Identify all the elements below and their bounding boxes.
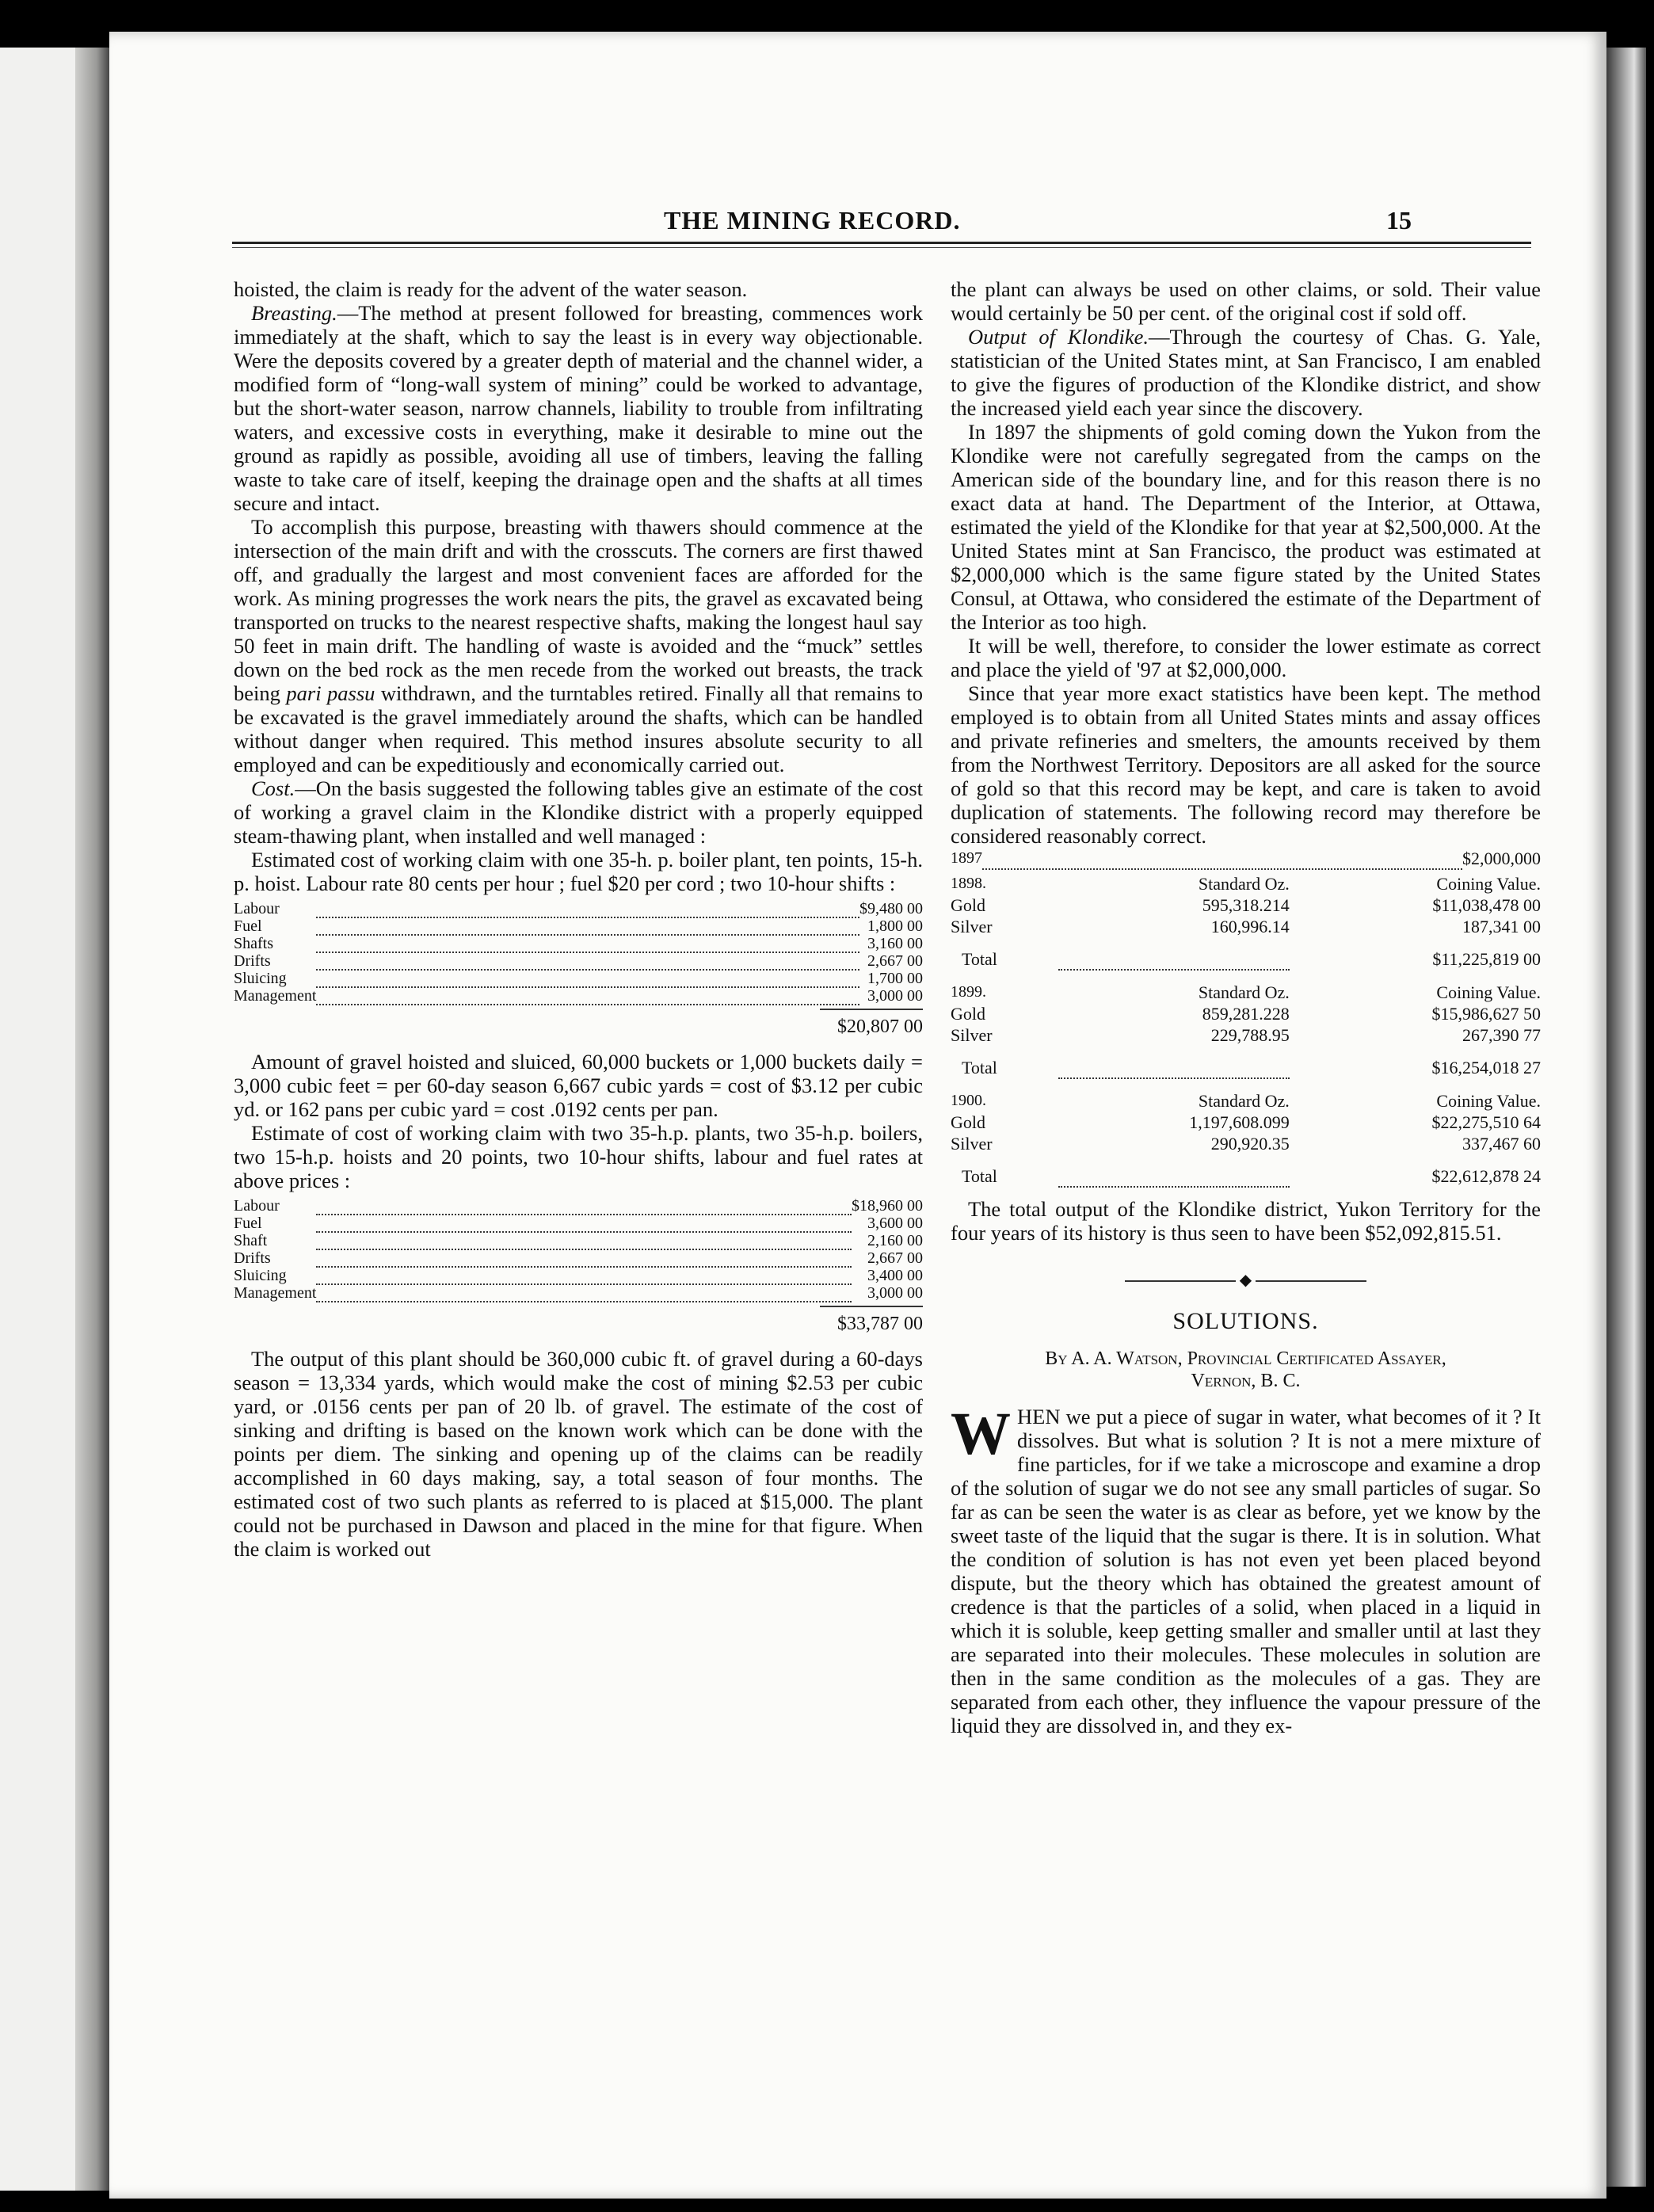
standard-oz: 595,318.214: [1202, 895, 1290, 915]
table-row: [951, 916, 1541, 937]
page-stack-edge: [1606, 48, 1646, 2187]
total-value: $16,254,018 27: [1431, 1058, 1541, 1077]
year-label: 1898.: [951, 875, 986, 892]
cost-item-label: Sluicing: [234, 1267, 287, 1284]
paragraph-text: —The method at present followed for breasting, commences work immediately at the shaft, which to say the least is in every way objectionable. Were the deposits covered by a greater depth of material and the channel wider, a modified form of “long-wall system of mining” could be worked to advantage, but the short-water season, narrow channels, liability to trouble from infiltrating waters, and excessive costs in everything, make it desirable to mine out the ground as rapidly as possible, avoiding all use of timbers, leaving the falling waste to take care of itself, keeping the drainage open and the shafts at all times secure and intact.: [234, 301, 923, 515]
cost-item-amount: 1,800 00: [867, 917, 923, 935]
cost-item-label: Sluicing: [234, 970, 287, 987]
column-header-oz: Standard Oz.: [1198, 982, 1290, 1002]
paragraph: [234, 515, 923, 776]
subhead-breasting: Breasting.: [251, 301, 337, 325]
coining-value: $2,000,000: [1462, 849, 1541, 868]
paragraph: hoisted, the claim is ready for the advent of the water season.: [234, 277, 748, 301]
column-header-value: Coining Value.: [1436, 1090, 1541, 1111]
subhead-output: Output of Klondike.: [968, 325, 1149, 349]
year-label: 1897: [951, 849, 982, 867]
table-header-row: [951, 970, 1541, 1003]
column-header-value: Coining Value.: [1436, 874, 1541, 894]
article-title: SOLUTIONS.: [1172, 1308, 1319, 1334]
column-header-oz: Standard Oz.: [1198, 1091, 1290, 1111]
facing-page-edge: [0, 48, 75, 2191]
total-label: Total: [962, 949, 997, 969]
total-value: $22,612,878 24: [1431, 1166, 1541, 1186]
table-row: [951, 1133, 1541, 1154]
metal-label: Gold: [951, 895, 985, 915]
table-header-row: [951, 1078, 1541, 1112]
year-label: 1900.: [951, 1091, 986, 1109]
table-row: [234, 1267, 923, 1284]
coining-value: 187,341 00: [1462, 917, 1541, 936]
cost-table-two: [234, 1197, 923, 1302]
table-total-row: [951, 1154, 1541, 1187]
sum-rule: [820, 1009, 923, 1010]
metal-label: Gold: [951, 1112, 985, 1132]
cost-item-amount: 2,160 00: [867, 1232, 923, 1249]
table-row: [234, 1284, 923, 1302]
metal-label: Gold: [951, 1004, 985, 1024]
paragraph: The output of this plant should be 360,000 cubic ft. of gravel during a 60-days season = 13,334 yards, which would make the cost of mining $2.53 per cubic yard, or .0156 cents per pan of 20 lb. of gravel. The estimate of the cost of sinking and drifting is based on the known work which can be done with the points per diem. The sinking and opening up of the claims can be readily accomplished in 60 days making, say, a total season of four months. The estimated cost of two such plants as referred to is placed at $15,000. The plant could not be purchased in Dawson and placed in the mine for that figure. When the claim is worked out: [234, 1347, 923, 1561]
table-row: [951, 1112, 1541, 1133]
header-rule: [232, 242, 1531, 244]
standard-oz: 160,996.14: [1210, 917, 1290, 936]
cost-item-amount: 2,667 00: [867, 1249, 923, 1267]
table-row: [234, 935, 923, 952]
coining-value: $22,275,510 64: [1431, 1112, 1541, 1132]
metal-label: Silver: [951, 917, 993, 936]
standard-oz: 290,920.35: [1210, 1134, 1290, 1154]
left-column: [234, 277, 923, 1561]
cost-item-label: Labour: [234, 900, 280, 917]
paragraph: In 1897 the shipments of gold coming down the Yukon from the Klondike were not carefully segregated from the camps on the American side of the boundary line, and for this reason there is no exact data at hand. The Department of the Interior, at Ottawa, estimated the yield of the Klondike for that year at $2,500,000. At the United States mint at San Francisco, the product was estimated at $2,000,000 which is the same figure stated by the United States Consul, at Ottawa, who considered the estimate of the Department of the Interior as too high.: [951, 420, 1541, 634]
paragraph-solutions: [951, 1401, 1541, 1737]
table-row: [951, 1003, 1541, 1024]
standard-oz: 1,197,608.099: [1189, 1112, 1290, 1132]
column-header-value: Coining Value.: [1436, 982, 1541, 1002]
paragraph: Since that year more exact statistics have been kept. The method employed is to obtain from all United States mints and assay offices and private refineries and smelters, the amounts received by them from the Northwest Territory. Depositors are all asked for the source of gold so that this record may be kept, and care is taken to avoid duplication of statements. The following record may therefore be considered reasonably correct.: [951, 681, 1541, 848]
output-statistics-table: [951, 848, 1541, 1188]
table-row: [951, 848, 1541, 869]
table-row: [234, 917, 923, 935]
table-row: [234, 1197, 923, 1215]
cost-item-label: Drifts: [234, 1249, 271, 1267]
sum-rule: [820, 1306, 923, 1307]
paragraph-text: —On the basis suggested the following tables give an estimate of the cost of working a gravel claim in the Klondike district with a properly equipped steam-thawing plant, when installed and well managed :: [234, 776, 923, 848]
paragraph: It will be well, therefore, to consider the lower estimate as correct and place the yield of '97 at $2,000,000.: [951, 634, 1541, 681]
table-row: [234, 900, 923, 917]
cost-item-label: Management: [234, 987, 317, 1005]
cost-item-amount: 3,400 00: [867, 1267, 923, 1284]
cost-item-amount: $18,960 00: [852, 1197, 923, 1215]
header-rule-thin: [232, 247, 1531, 248]
cost-item-amount: 2,667 00: [867, 952, 923, 970]
table-total-row: [951, 1046, 1541, 1078]
cost-item-label: Drifts: [234, 952, 271, 970]
cost-table-one-total: $20,807 00: [837, 1016, 923, 1037]
table-total-row: [951, 937, 1541, 970]
column-header-oz: Standard Oz.: [1198, 874, 1290, 894]
coining-value: 267,390 77: [1462, 1025, 1541, 1045]
table-header-row: [951, 873, 1541, 894]
byline-place: Vernon, B. C.: [1191, 1371, 1301, 1391]
cost-item-amount: 3,000 00: [867, 1284, 923, 1302]
table-row: [234, 1249, 923, 1267]
total-label: Total: [962, 1058, 997, 1077]
cost-item-label: Shaft: [234, 1232, 268, 1249]
cost-item-label: Shafts: [234, 935, 273, 952]
journal-title: THE MINING RECORD.: [664, 206, 961, 235]
cost-table-two-total: $33,787 00: [837, 1314, 923, 1334]
paragraph: Estimated cost of working claim with one 35-h. p. boiler plant, ten points, 15-h. p. hoist. Labour rate 80 cents per hour ; fuel $20 per cord ; two 10-hour shifts :: [234, 848, 923, 895]
right-column: [951, 277, 1541, 1737]
coining-value: 337,467 60: [1462, 1134, 1541, 1154]
table-row: [951, 1024, 1541, 1046]
table-row: [234, 987, 923, 1005]
table-row: [234, 1232, 923, 1249]
paragraph-cost: [234, 776, 923, 848]
page-number: 15: [1386, 206, 1412, 235]
table-row: [234, 1215, 923, 1232]
paragraph-text: To accomplish this purpose, breasting with thawers should commence at the intersection of the main drift and with the crosscuts. The corners are first thawed off, and gradually the largest and most convenient faces are afforded for the work. As mining progresses the work nears the pits, the gravel as excavated being transported on trucks to the nearest respective shafts, making the longest haul say 50 feet in main drift. The handling of waste is avoided and the “muck” settles down on the bed rock as the men recede from the worked out breasts, the track being: [234, 515, 923, 705]
paragraph-breasting: [234, 301, 923, 515]
paragraph-text: withdrawn, and the turntables retired. Finally all that remains to be excavated is the gravel immediately around the shafts, which can be handled without danger when required. This method insures absolute security to all employed and can be expeditiously and economically carried out.: [234, 681, 924, 776]
cost-item-label: Fuel: [234, 917, 262, 935]
byline-author: By A. A. Watson, Provincial Certificated Assayer,: [1045, 1348, 1446, 1369]
paragraph: The total output of the Klondike district, Yukon Territory for the four years of its history is thus seen to have been $52,092,815.51.: [951, 1197, 1541, 1245]
page-gutter: [75, 48, 111, 2191]
section-divider: ◆: [951, 1268, 1541, 1292]
paragraph-text: HEN we put a piece of sugar in water, what becomes of it ? It dissolves. But what is solution ? It is not a mere mixture of fine particles, for if we take a microscope and examine a drop of the solution of sugar we do not see any small particles of sugar. So far as can be seen the water is as clear as before, yet we know by the sweet taste of the liquid that the sugar is there. It is in solution. What the condition of solution is has not even yet been placed beyond dispute, but the theory which has obtained the greatest amount of credence is that the particles of a solid, when placed in a liquid in which it is soluble, keep getting smaller and smaller until at last they are separated into their molecules. These molecules in solution are then in the same condition as the molecules of a gas. They are separated from each other, they influence the vapour pressure of the liquid they are dissolved in, and they ex-: [951, 1405, 1541, 1737]
year-label: 1899.: [951, 982, 986, 1001]
latin-phrase: pari passu: [286, 681, 375, 705]
cost-item-amount: 3,000 00: [867, 987, 923, 1005]
cost-table-one: [234, 900, 923, 1005]
drop-cap: W: [951, 1401, 1011, 1467]
paragraph: Estimate of cost of working claim with two 35-h.p. plants, two 35-h.p. boilers, two 15-h.p. hoists and 20 points, two 10-hour shifts, labour and fuel rates at above prices :: [234, 1121, 923, 1192]
paragraph-text: —Through the courtesy of Chas. G. Yale, statistician of the United States mint, at San Francisco, I am enabled to give the figures of production of the Klondike district, and show the increased yield each year since the discovery.: [951, 325, 1541, 420]
coining-value: $11,038,478 00: [1432, 895, 1541, 915]
total-label: Total: [962, 1166, 997, 1186]
cost-item-amount: $9,480 00: [859, 900, 923, 917]
metal-label: Silver: [951, 1134, 993, 1154]
cost-item-amount: 3,160 00: [867, 935, 923, 952]
page: [109, 32, 1606, 2199]
table-row: [234, 970, 923, 987]
metal-label: Silver: [951, 1025, 993, 1045]
table-row: [234, 952, 923, 970]
total-value: $11,225,819 00: [1432, 949, 1541, 969]
coining-value: $15,986,627 50: [1431, 1004, 1541, 1024]
cost-item-amount: 3,600 00: [867, 1215, 923, 1232]
paragraph: Amount of gravel hoisted and sluiced, 60,000 buckets or 1,000 buckets daily = 3,000 cubic feet = per 60-day season 6,667 cubic yards = cost of $3.12 per cubic yd. or 162 pans per cubic yard = cost .0192 cents per pan.: [234, 1050, 923, 1121]
cost-item-amount: 1,700 00: [867, 970, 923, 987]
cost-item-label: Labour: [234, 1197, 280, 1215]
standard-oz: 229,788.95: [1210, 1025, 1290, 1045]
table-row: [951, 894, 1541, 916]
paragraph: the plant can always be used on other claims, or sold. Their value would certainly be 50 per cent. of the original cost if sold off.: [951, 277, 1541, 325]
subhead-cost: Cost.: [251, 776, 295, 800]
paragraph-output: [951, 325, 1541, 420]
cost-item-label: Fuel: [234, 1215, 262, 1232]
byline: [951, 1348, 1541, 1392]
standard-oz: 859,281.228: [1202, 1004, 1290, 1024]
cost-item-label: Management: [234, 1284, 317, 1302]
